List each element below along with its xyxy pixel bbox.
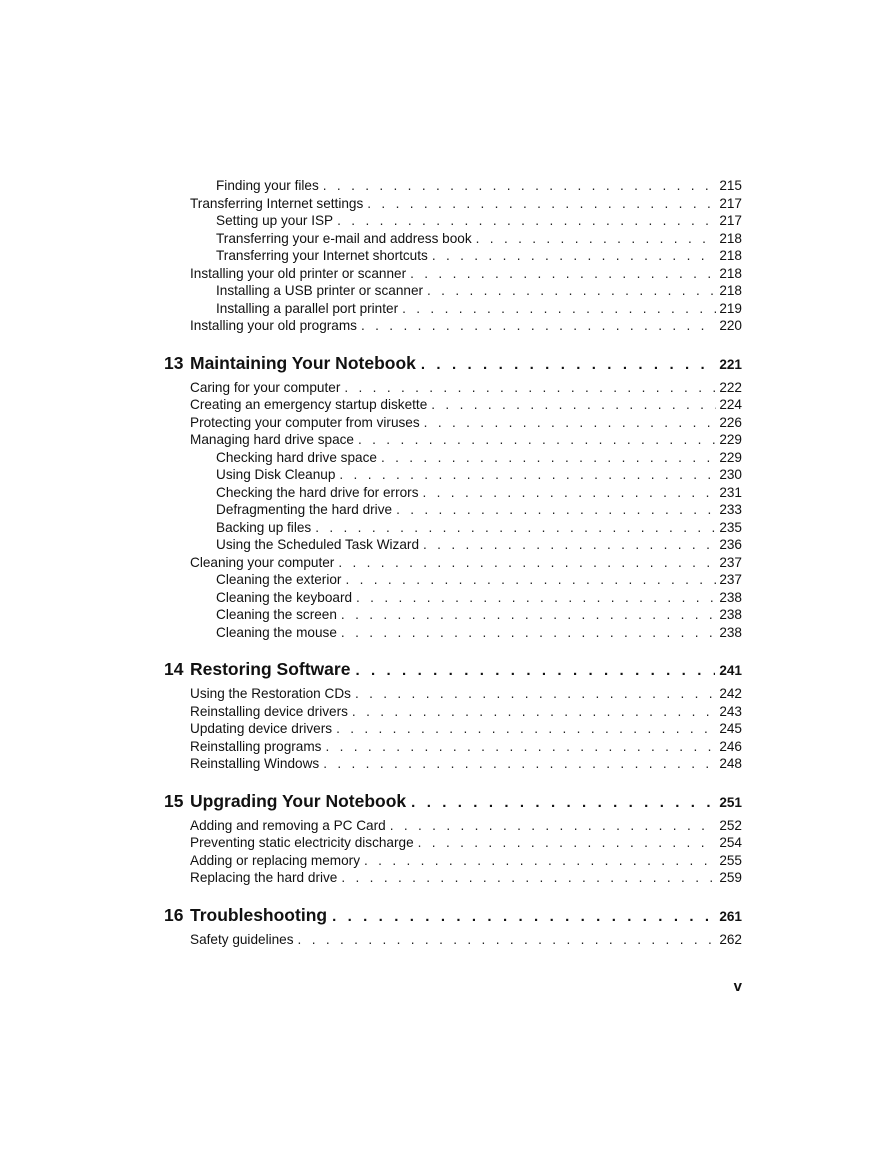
entry-title: Finding your files [216, 178, 319, 193]
chapter-number: 16 [164, 904, 184, 925]
dot-leader [323, 755, 716, 773]
dot-leader [432, 247, 717, 265]
toc-subsection-entry [164, 624, 742, 642]
page-reference: 262 [719, 931, 742, 947]
page-reference: 219 [719, 300, 742, 316]
toc-section-entry [164, 265, 742, 283]
page-reference: 242 [719, 686, 742, 701]
page-reference: 217 [719, 195, 742, 211]
page-reference: 243 [719, 703, 742, 719]
page-reference: 220 [719, 318, 742, 333]
toc-section-entry [164, 720, 742, 738]
dot-leader [424, 414, 717, 432]
entry-title: Cleaning your computer [190, 554, 335, 570]
dot-leader [396, 501, 716, 519]
entry-title: Cleaning the exterior [216, 572, 342, 587]
dot-leader [344, 379, 716, 397]
toc-section-entry [164, 195, 742, 213]
page-reference: 238 [719, 624, 742, 640]
toc-subsection-entry [164, 571, 742, 589]
dot-leader [337, 212, 716, 230]
dot-leader [423, 484, 717, 502]
dot-leader [341, 624, 716, 642]
dot-leader [341, 869, 716, 887]
page-reference: 238 [719, 607, 742, 622]
toc-subsection-entry [164, 519, 742, 537]
entry-title: Installing your old programs [190, 318, 357, 333]
dot-leader [323, 177, 717, 195]
entry-title: Caring for your computer [190, 379, 341, 395]
toc-section-entry [164, 817, 742, 835]
dot-leader [421, 354, 715, 376]
page-reference: 230 [719, 467, 742, 482]
dot-leader [427, 282, 716, 300]
toc-section-entry [164, 431, 742, 449]
dot-leader [381, 449, 716, 467]
entry-title: Adding and removing a PC Card [190, 817, 386, 833]
page-reference: 218 [719, 230, 742, 246]
dot-leader [358, 431, 716, 449]
entry-title: Transferring Internet settings [190, 195, 364, 211]
entry-title: Transferring your Internet shortcuts [216, 248, 428, 263]
page-reference: 215 [719, 178, 742, 193]
toc-subsection-entry [164, 536, 742, 554]
entry-title: Safety guidelines [190, 931, 294, 947]
entry-title: Backing up files [216, 519, 312, 535]
dot-leader [431, 396, 716, 414]
entry-title: Installing a parallel port printer [216, 300, 399, 316]
toc-section-entry [164, 852, 742, 870]
dot-leader [476, 230, 717, 248]
toc-subsection-entry [164, 501, 742, 519]
page-reference: 229 [719, 449, 742, 465]
entry-title: Installing a USB printer or scanner [216, 283, 424, 298]
toc-subsection-entry [164, 282, 742, 300]
dot-leader [356, 589, 716, 607]
chapter-heading [164, 790, 742, 812]
entry-title: Checking the hard drive for errors [216, 484, 419, 500]
entry-title: Cleaning the mouse [216, 624, 337, 640]
page-reference: 237 [719, 572, 742, 587]
page-reference: 235 [719, 519, 742, 535]
toc-subsection-entry [164, 230, 742, 248]
entry-title: Replacing the hard drive [190, 870, 338, 885]
entry-title: Reinstalling Windows [190, 756, 320, 771]
entry-title: Setting up your ISP [216, 213, 334, 228]
entry-title: Adding or replacing memory [190, 852, 361, 868]
page-reference: 226 [719, 414, 742, 430]
dot-leader [338, 554, 716, 572]
page-reference: 241 [719, 663, 742, 678]
page-number-folio: v [733, 978, 742, 995]
table-of-contents [164, 177, 742, 948]
toc-subsection-entry [164, 466, 742, 484]
dot-leader [298, 931, 717, 949]
page-reference: 237 [719, 554, 742, 570]
page-reference: 245 [719, 721, 742, 736]
dot-leader [352, 703, 716, 721]
toc-section-entry [164, 414, 742, 432]
toc-subsection-entry [164, 484, 742, 502]
toc-section-entry [164, 554, 742, 572]
toc-subsection-entry [164, 212, 742, 230]
chapter-heading [164, 904, 742, 926]
dot-leader [339, 466, 716, 484]
toc-subsection-entry [164, 247, 742, 265]
toc-section-entry [164, 703, 742, 721]
dot-leader [345, 571, 716, 589]
toc-section-entry [164, 834, 742, 852]
dot-leader [390, 817, 717, 835]
dot-leader [355, 660, 715, 682]
page-reference: 217 [719, 213, 742, 228]
entry-title: Creating an emergency startup diskette [190, 397, 428, 412]
toc-section-entry [164, 379, 742, 397]
page-reference: 222 [719, 379, 742, 395]
page-reference: 218 [719, 248, 742, 263]
entry-title: Cleaning the keyboard [216, 589, 353, 605]
entry-title: Reinstalling device drivers [190, 703, 348, 719]
page-reference: 251 [719, 794, 742, 810]
dot-leader [367, 195, 716, 213]
entry-title: Transferring your e-mail and address book [216, 230, 472, 246]
entry-title: Preventing static electricity discharge [190, 835, 414, 850]
chapter-title: Maintaining Your Notebook [190, 352, 416, 373]
page-reference: 254 [719, 835, 742, 850]
dot-leader [325, 738, 716, 756]
dot-leader [418, 834, 717, 852]
page-reference: 218 [719, 283, 742, 298]
page-reference: 229 [719, 432, 742, 447]
chapter-heading [164, 658, 742, 680]
chapter-number: 14 [164, 659, 184, 679]
chapter-number: 13 [164, 352, 184, 373]
entry-title: Reinstalling programs [190, 738, 322, 754]
page-reference: 248 [719, 756, 742, 771]
dot-leader [364, 852, 716, 870]
dot-leader [332, 906, 715, 928]
page-reference: 238 [719, 589, 742, 605]
dot-leader [423, 536, 716, 554]
toc-subsection-entry [164, 449, 742, 467]
chapter-title: Upgrading Your Notebook [190, 790, 407, 811]
page-reference: 224 [719, 397, 742, 412]
page-reference: 246 [719, 738, 742, 754]
page-reference: 261 [719, 908, 742, 924]
toc-section-entry [164, 317, 742, 335]
chapter-title: Restoring Software [190, 659, 351, 679]
toc-section-entry [164, 396, 742, 414]
page-reference: 259 [719, 870, 742, 885]
entry-title: Using the Scheduled Task Wizard [216, 537, 420, 552]
dot-leader [336, 720, 716, 738]
toc-section-entry [164, 738, 742, 756]
toc-section-entry [164, 931, 742, 949]
toc-section-entry [164, 869, 742, 887]
toc-subsection-entry [164, 606, 742, 624]
page-reference: 236 [719, 537, 742, 552]
dot-leader [411, 792, 715, 814]
entry-title: Managing hard drive space [190, 432, 354, 447]
entry-title: Defragmenting the hard drive [216, 502, 393, 517]
dot-leader [402, 300, 716, 318]
page-reference: 255 [719, 852, 742, 868]
dot-leader [355, 685, 716, 703]
page-reference: 218 [719, 265, 742, 281]
chapter-number: 15 [164, 790, 184, 811]
entry-title: Cleaning the screen [216, 607, 337, 622]
toc-subsection-entry [164, 177, 742, 195]
toc-subsection-entry [164, 589, 742, 607]
entry-title: Checking hard drive space [216, 449, 377, 465]
entry-title: Installing your old printer or scanner [190, 265, 407, 281]
dot-leader [341, 606, 716, 624]
toc-section-entry [164, 755, 742, 773]
entry-title: Using the Restoration CDs [190, 686, 351, 701]
entry-title: Using Disk Cleanup [216, 467, 336, 482]
dot-leader [410, 265, 716, 283]
toc-section-entry [164, 685, 742, 703]
dot-leader [361, 317, 716, 335]
dot-leader [315, 519, 716, 537]
chapter-heading [164, 352, 742, 374]
page-reference: 233 [719, 502, 742, 517]
page-reference: 231 [719, 484, 742, 500]
entry-title: Protecting your computer from viruses [190, 414, 420, 430]
page-reference: 221 [719, 356, 742, 372]
page-reference: 252 [719, 817, 742, 833]
chapter-title: Troubleshooting [190, 904, 328, 925]
toc-subsection-entry [164, 300, 742, 318]
entry-title: Updating device drivers [190, 721, 333, 736]
